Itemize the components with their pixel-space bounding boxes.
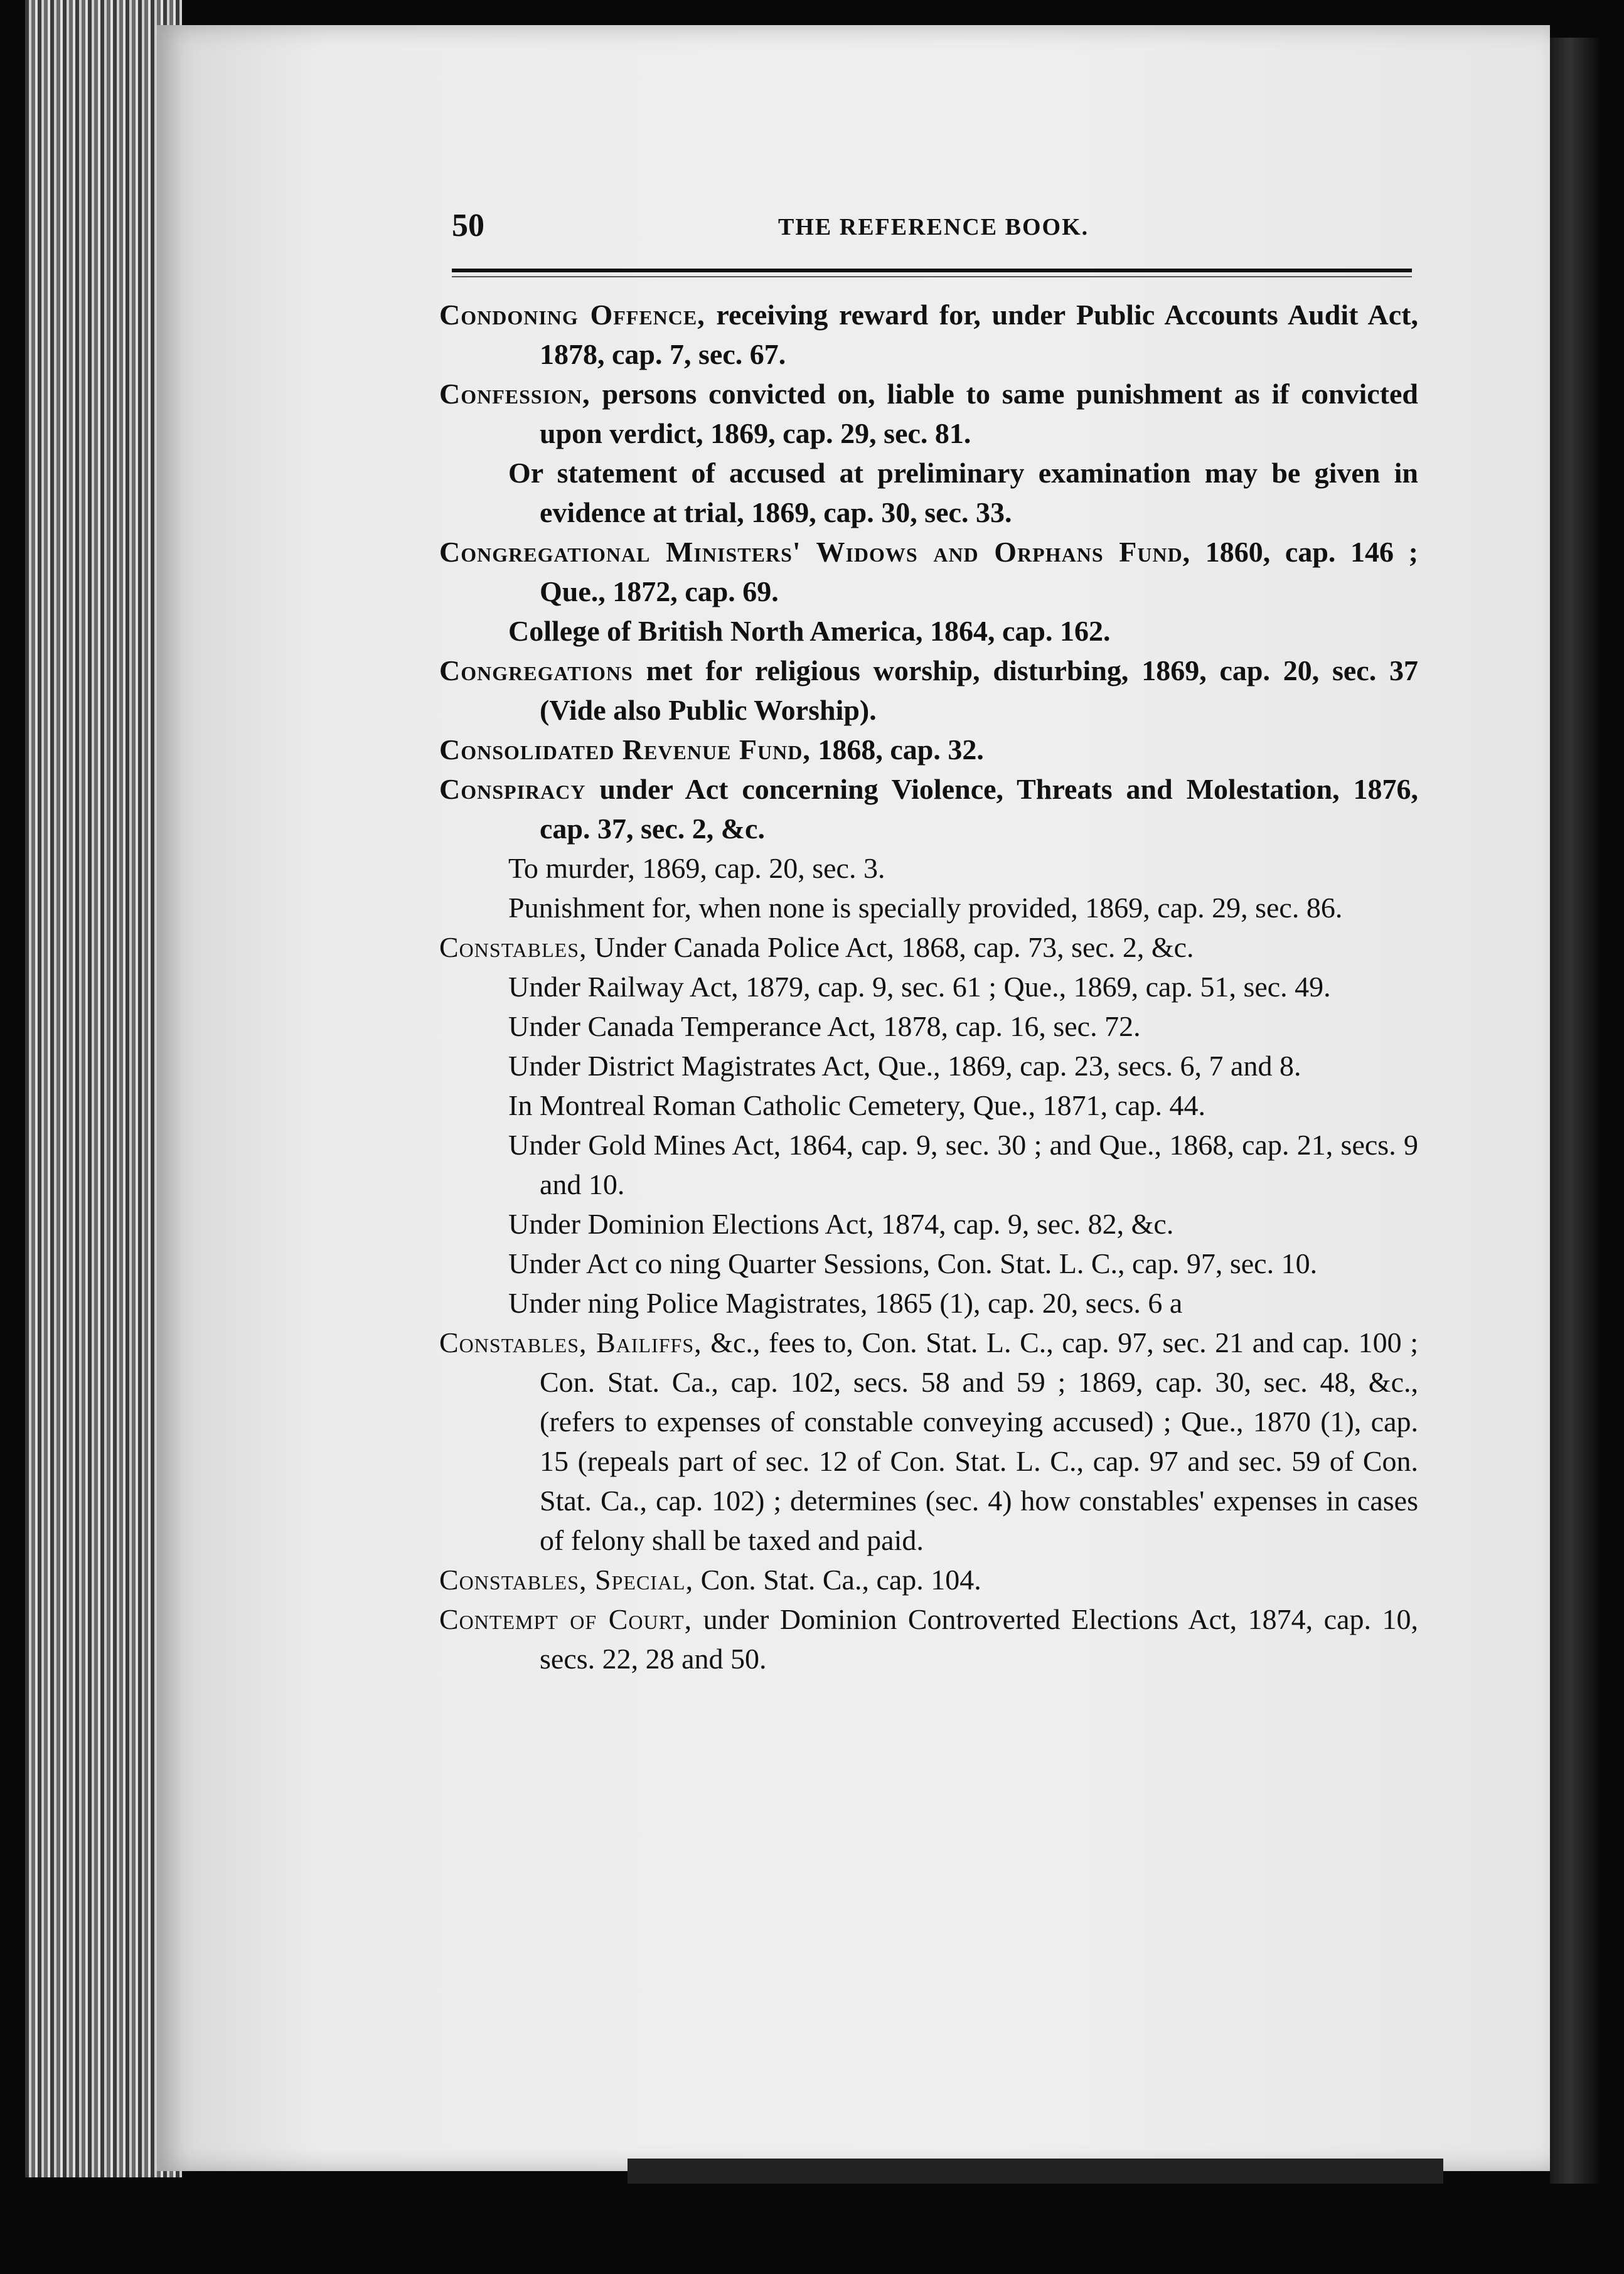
index-subentry: Under Act co ning Quarter Sessions, Con. Stat. L. C., cap. 97, sec. 10. [508, 1247, 1318, 1279]
index-subentry: College of British North America, 1864, cap. 162. [508, 615, 1111, 647]
page-bottom-shadow [628, 2159, 1443, 2184]
index-entry: Constables, Bailiffs, &c., fees to, Con. Stat. L. C., cap. 97, sec. 21 and cap. 100 ; Con. Stat. Ca., cap. 102, secs. 58 and 59 ; 1869, cap. 30, sec. 48, &c., (refers to expenses of constable conveying accused) ; Que., 1870 (1), cap. 15 (repeals part of sec. 12 of Con. Stat. L. C., cap. 97 and sec. 59 of Con. Stat. Ca., cap. 102) ; determines (sec. 4) how constables' expenses in cases of felony shall be taxed and paid. [439, 1326, 1418, 1556]
index-entry: Contempt of Court, under Dominion Controverted Elections Act, 1874, cap. 10, secs. 22, 28 and 50. [439, 1603, 1418, 1675]
index-subentry: Punishment for, when none is specially provided, 1869, cap. 29, sec. 86. [508, 892, 1343, 924]
index-entry: Confession, persons convicted on, liable to same punishment as if convicted upon verdict, 1869, cap. 29, sec. 81. [439, 378, 1418, 449]
index-subentry: Under Dominion Elections Act, 1874, cap. 9, sec. 82, &c. [508, 1208, 1174, 1240]
index-subentry: In Montreal Roman Catholic Cemetery, Que., 1871, cap. 44. [508, 1089, 1205, 1121]
index-subentry: Under District Magistrates Act, Que., 1869, cap. 23, secs. 6, 7 and 8. [508, 1050, 1301, 1082]
index-entry: Constables, Special, Con. Stat. Ca., cap. 104. [439, 1564, 981, 1596]
index-subentry: Or statement of accused at preliminary examination may be given in evidence at trial, 1869, cap. 30, sec. 33. [508, 457, 1418, 528]
index-entries [439, 295, 1418, 1679]
page-gutter-shadow [1550, 38, 1600, 2184]
page-header [452, 207, 1412, 257]
index-entry: Conspiracy under Act concerning Violence, Threats and Molestation, 1876, cap. 37, sec. 2, &c. [439, 773, 1418, 845]
index-subentry: Under Railway Act, 1879, cap. 9, sec. 61 ; Que., 1869, cap. 51, sec. 49. [508, 971, 1331, 1003]
index-subentry: Under ning Police Magistrates, 1865 (1), cap. 20, secs. 6 a [508, 1287, 1183, 1319]
index-entry: Congregations met for religious worship, disturbing, 1869, cap. 20, sec. 37 (Vide also Public Worship). [439, 654, 1418, 726]
index-entry: Constables, Under Canada Police Act, 1868, cap. 73, sec. 2, &c. [439, 931, 1194, 963]
index-subentry: To murder, 1869, cap. 20, sec. 3. [508, 852, 885, 884]
running-head: THE REFERENCE BOOK. [778, 214, 1089, 240]
index-entry: Congregational Ministers' Widows and Orphans Fund, 1860, cap. 146 ; Que., 1872, cap. 69. [439, 536, 1418, 607]
page-number: 50 [452, 208, 484, 243]
index-entry: Condoning Offence, receiving reward for, under Public Accounts Audit Act, 1878, cap. 7, sec. 67. [439, 299, 1419, 370]
header-rule-thin [452, 276, 1412, 277]
index-subentry: Under Canada Temperance Act, 1878, cap. 16, sec. 72. [508, 1010, 1141, 1042]
index-subentry: Under Gold Mines Act, 1864, cap. 9, sec. 30 ; and Que., 1868, cap. 21, secs. 9 and 10. [508, 1129, 1418, 1200]
index-entry: Consolidated Revenue Fund, 1868, cap. 32. [439, 734, 984, 766]
header-rule [452, 269, 1412, 272]
